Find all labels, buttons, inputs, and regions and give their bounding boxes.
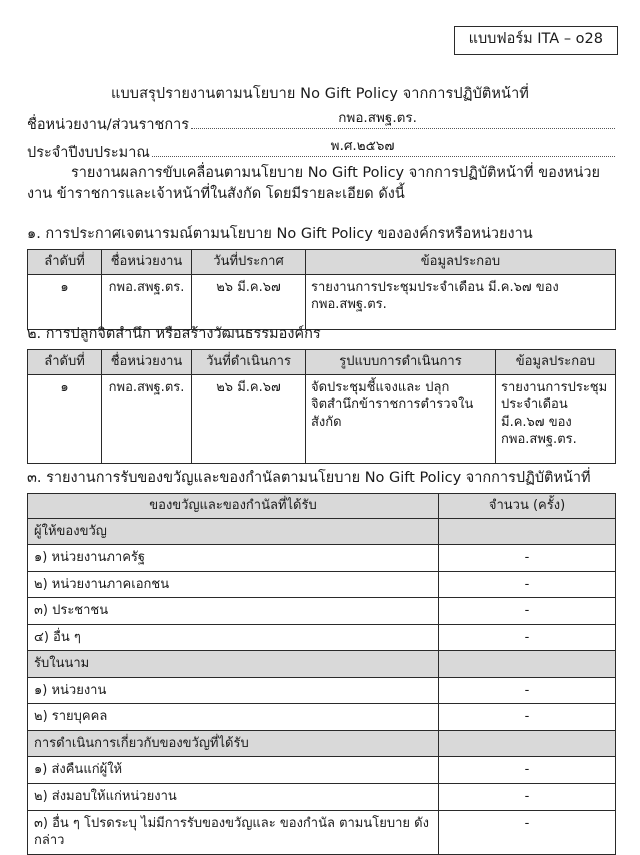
table2-header-no: ลำดับที่	[28, 350, 102, 375]
table3-group-row	[28, 518, 616, 545]
table3-item-count: -	[439, 624, 616, 651]
table2-cell-info: รายงานการประชุมประจำเดือน มี.ค.๖๗ ของ กพอ.สพฐ.ตร.	[496, 374, 616, 463]
table3-item-label: ๒) หน่วยงานภาคเอกชน	[28, 571, 439, 598]
table3-group-row	[28, 730, 616, 757]
table3-item-label: ๑) ส่งคืนแก่ผู้ให้	[28, 757, 439, 784]
table3-item-label: ๓) อื่น ๆ โปรดระบุ ไม่มีการรับของขวัญและ ของกำนัล ตามนโยบาย ดังกล่าว	[28, 810, 439, 854]
section-3-table	[27, 493, 616, 855]
table3-item-count: -	[439, 677, 616, 704]
table3-item-label: ๑) หน่วยงานภาครัฐ	[28, 545, 439, 572]
table3-body	[28, 518, 616, 854]
table3-item-count: -	[439, 704, 616, 731]
table1-cell-date: ๒๖ มี.ค.๖๗	[192, 274, 306, 329]
form-fields	[27, 112, 615, 168]
table3-item-row	[28, 784, 616, 811]
table-row	[28, 274, 616, 329]
table3-item-count: -	[439, 598, 616, 625]
table3-item-row	[28, 757, 616, 784]
table3-item-row	[28, 677, 616, 704]
section-2-table	[27, 349, 616, 464]
page-title: แบบสรุปรายงานตามนโยบาย No Gift Policy จากการปฏิบัติหน้าที่	[111, 86, 529, 102]
section-1-table	[27, 249, 616, 330]
table3-group-label: รับในนาม	[28, 651, 439, 678]
agency-field-dotted-line	[191, 112, 615, 129]
table3-item-label: ๔) อื่น ๆ	[28, 624, 439, 651]
table1-cell-agency: กพอ.สพฐ.ตร.	[102, 274, 192, 329]
table1-header-agency: ชื่อหน่วยงาน	[102, 250, 192, 275]
table3-group-label: การดำเนินการเกี่ยวกับของขวัญที่ได้รับ	[28, 730, 439, 757]
table3-item-row	[28, 810, 616, 854]
table1-cell-info: รายงานการประชุมประจำเดือน มี.ค.๖๗ ของ กพอ.สพฐ.ตร.	[306, 274, 616, 329]
table3-item-count: -	[439, 545, 616, 572]
table-row	[28, 374, 616, 463]
table3-item-count: -	[439, 571, 616, 598]
table3-item-row	[28, 624, 616, 651]
table3-item-label: ๒) รายบุคคล	[28, 704, 439, 731]
table3-item-row	[28, 598, 616, 625]
table2-cell-agency: กพอ.สพฐ.ตร.	[102, 374, 192, 463]
table2-cell-form: จัดประชุมชี้แจงและ ปลุกจิตสำนึกข้าราชการตำรวจในสังกัด	[306, 374, 496, 463]
section-2-heading: ๒. การปลูกจิตสำนึก หรือสร้างวัฒนธรรมองค์กร	[27, 326, 321, 342]
table3-header-gift: ของขวัญและของกำนัลที่ได้รับ	[28, 494, 439, 519]
agency-field-label: ชื่อหน่วยงาน/ส่วนราชการ	[27, 117, 190, 133]
table2-header-date: วันที่ดำเนินการ	[192, 350, 306, 375]
table3-item-label: ๓) ประชาชน	[28, 598, 439, 625]
table2-cell-no: ๑	[28, 374, 102, 463]
table3-item-label: ๒) ส่งมอบให้แก่หน่วยงาน	[28, 784, 439, 811]
agency-field-value: กพอ.สพฐ.ตร.	[335, 106, 420, 128]
table3-group-row	[28, 651, 616, 678]
table3-item-count: -	[439, 784, 616, 811]
fiscal-year-field-value: พ.ศ.๒๕๖๗	[328, 134, 398, 156]
intro-paragraph-text: รายงานผลการขับเคลื่อนตามนโยบาย No Gift Policy จากการปฏิบัติหน้าที่ ของหน่วยงาน ข้าราชการและเจ้าหน้าที่ในสังกัด โดยมีรายละเอียด ดังนี้	[27, 165, 601, 203]
fiscal-year-field-label: ประจำปีงบประมาณ	[27, 145, 150, 161]
table1-header-date: วันที่ประกาศ	[192, 250, 306, 275]
table3-item-row	[28, 545, 616, 572]
table-header-row	[28, 494, 616, 519]
fiscal-year-dotted-line	[152, 140, 615, 157]
fiscal-year-field-row	[27, 140, 615, 164]
table3-group-count	[439, 518, 616, 545]
table2-header-agency: ชื่อหน่วยงาน	[102, 350, 192, 375]
table-header-row	[28, 350, 616, 375]
table-header-row	[28, 250, 616, 275]
table1-cell-no: ๑	[28, 274, 102, 329]
table3-group-count	[439, 730, 616, 757]
table3-group-count	[439, 651, 616, 678]
table3-item-count: -	[439, 757, 616, 784]
table2-cell-date: ๒๖ มี.ค.๖๗	[192, 374, 306, 463]
section-3-heading: ๓. รายงานการรับของขวัญและของกำนัลตามนโยบาย No Gift Policy จากการปฏิบัติหน้าที่	[27, 470, 591, 486]
table2-header-form: รูปแบบการดำเนินการ	[306, 350, 496, 375]
form-code-box	[454, 26, 618, 55]
form-code-label: แบบฟอร์ม ITA – o28	[454, 26, 618, 55]
table1-header-no: ลำดับที่	[28, 250, 102, 275]
table3-item-label: ๑) หน่วยงาน	[28, 677, 439, 704]
table3-header-count: จำนวน (ครั้ง)	[439, 494, 616, 519]
intro-paragraph	[27, 163, 615, 205]
table2-header-info: ข้อมูลประกอบ	[496, 350, 616, 375]
table3-item-row	[28, 704, 616, 731]
agency-field-row	[27, 112, 615, 136]
section-1-heading: ๑. การประกาศเจตนารมณ์ตามนโยบาย No Gift Policy ขององค์กรหรือหน่วยงาน	[27, 226, 533, 242]
table3-item-row	[28, 571, 616, 598]
table3-item-count: -	[439, 810, 616, 854]
table3-group-label: ผู้ให้ของขวัญ	[28, 518, 439, 545]
table1-header-info: ข้อมูลประกอบ	[306, 250, 616, 275]
